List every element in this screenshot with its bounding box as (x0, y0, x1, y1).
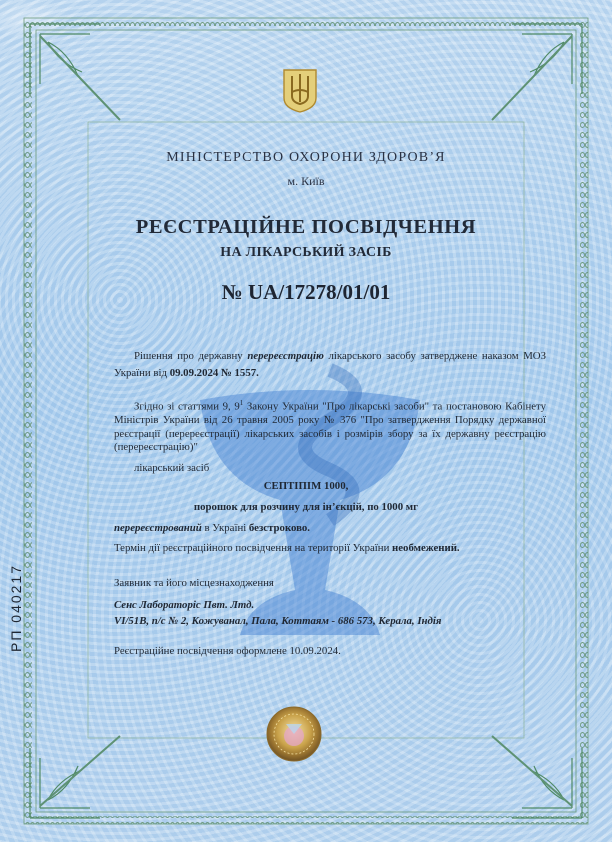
city-name: м. Київ (287, 174, 325, 188)
applicant-label: Заявник та його місцезнаходження (114, 577, 274, 589)
applicant-address: VI/51B, п/с № 2, Кожуванал, Пала, Коттаям - 686 573, Керала, Індія (114, 615, 442, 627)
text-segment: лікарського засобу затверджене наказом МОЗ України від (114, 350, 547, 379)
registration-number: № UA/17278/01/01 (221, 280, 391, 304)
drug-form: порошок для розчину для ін’єкцій, по 1000 мг (193, 501, 419, 513)
product-label: лікарський засіб (134, 462, 210, 474)
drug-name: СЕПТІПІМ 1000, (263, 480, 349, 492)
certificate-title: РЕЄСТРАЦІЙНЕ ПОСВІДЧЕННЯ (135, 216, 477, 238)
text-segment: 09.09.2024 № 1557. (169, 366, 259, 379)
legal-basis-paragraph (114, 397, 546, 455)
issue-date: Реєстраційне посвідчення оформлене 10.09.2024. (114, 645, 341, 657)
reregistration-status (114, 520, 310, 537)
text-segment: в Україні (201, 522, 249, 534)
hologram-seal (266, 706, 322, 762)
ministry-name: МІНІСТЕРСТВО ОХОРОНИ ЗДОРОВ’Я (166, 150, 446, 165)
text-segment: Згідно зі статтями 9, 9 (134, 400, 240, 413)
text-segment: Рішення про державну (134, 350, 248, 362)
text-segment: перереєстрований (114, 522, 202, 534)
decision-paragraph (114, 348, 546, 381)
superscript: 1 (239, 399, 244, 407)
certificate-subtitle: НА ЛІКАРСЬКИЙ ЗАСІБ (220, 245, 392, 260)
applicant-name: Сенс Лабораторіс Пвт. Лтд. (114, 599, 255, 611)
serial-number: РП 040217 (8, 563, 24, 652)
text-segment: необмежений. (392, 542, 460, 554)
text-segment: перереєстрацію (247, 350, 324, 362)
text-segment: безстроково. (248, 522, 311, 534)
validity-term (114, 540, 460, 557)
trident-icon (280, 68, 320, 114)
text-segment: Закону України "Про лікарські засоби" та постановою Кабінету Міністрів України від 26 травня 2005 року № 376 "Про затвердження Порядку державної реєстрації (перереєстрації) лікарських засобів і розмірів збору за їх державну реєстрацію (перереєстрацію)" (114, 400, 546, 454)
text-segment: Термін дії реєстраційного посвідчення на території України (114, 542, 393, 554)
